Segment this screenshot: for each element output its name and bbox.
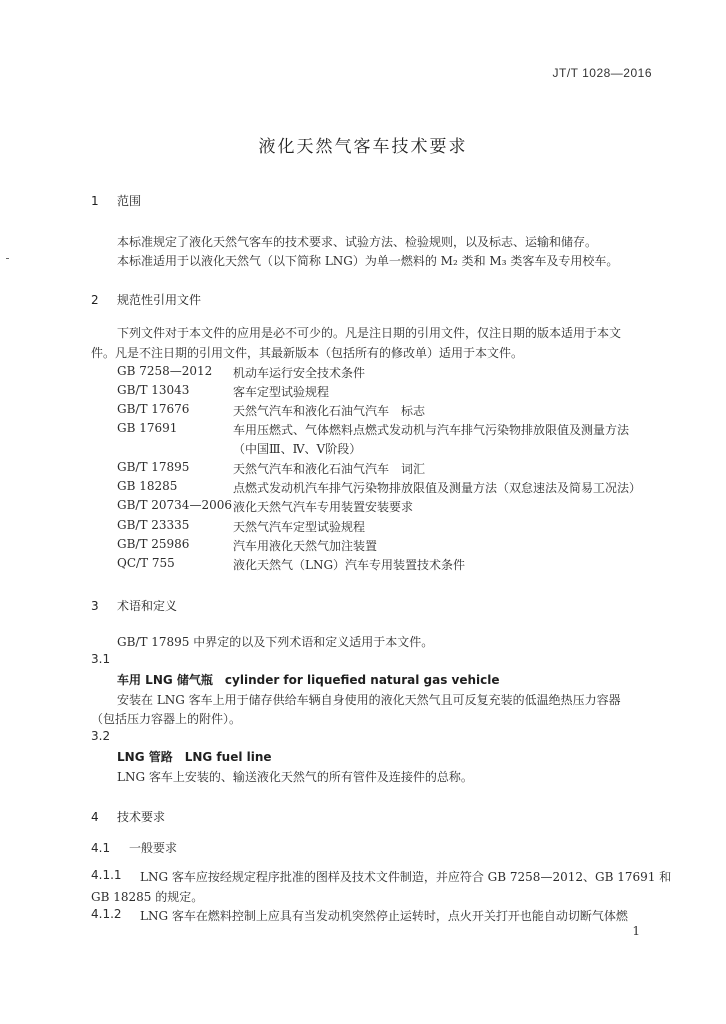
- reference-code: GB 17691: [117, 421, 178, 435]
- reference-code: QC/T 755: [117, 556, 175, 570]
- clause-text-line-2: GB 18285 的规定。: [91, 890, 204, 904]
- normative-intro-line-2: 件。凡是不注日期的引用文件，其最新版本（包括所有的修改单）适用于本文件。: [91, 346, 524, 360]
- clause-text-line-1: LNG 客车在燃料控制上应具有当发动机突然停止运转时，点火开关打开也能自动切断气体燃: [140, 909, 628, 923]
- reference-title-continued: （中国Ⅲ、Ⅳ、Ⅴ阶段）: [233, 442, 362, 456]
- scan-mark: [6, 258, 9, 259]
- section-heading-requirements: [91, 808, 165, 825]
- section-title: 术语和定义: [117, 599, 178, 613]
- reference-title: 点燃式发动机汽车排气污染物排放限值及测量方法（双怠速法及简易工况法）: [233, 481, 642, 495]
- section-heading-terms: [91, 597, 177, 614]
- reference-code: GB/T 25986: [117, 537, 190, 551]
- scope-paragraph-2: 本标准适用于以液化天然气（以下简称 LNG）为单一燃料的 M₂ 类和 M₃ 类客车及专用校车。: [117, 254, 619, 268]
- clause-number: 4.1.1: [91, 868, 122, 882]
- section-title: 范围: [117, 194, 142, 208]
- term-zh: 车用 LNG 储气瓶: [117, 673, 213, 687]
- page-number: 1: [632, 924, 640, 938]
- clause-number: 4.1.2: [91, 907, 122, 921]
- section-number: 3: [91, 599, 99, 613]
- reference-title: 天然气汽车和液化石油气汽车 词汇: [233, 462, 426, 476]
- term-zh: LNG 管路: [117, 750, 173, 764]
- term-en: cylinder for liquefied natural gas vehicle: [224, 673, 500, 687]
- section-number: 4: [91, 810, 99, 824]
- term-number: 3.2: [91, 729, 111, 743]
- section-number: 1: [91, 194, 99, 208]
- term-definition-line-1: 安装在 LNG 客车上用于储存供给车辆自身使用的液化天然气且可反复充装的低温绝热压力容器: [117, 693, 621, 707]
- term-definition: LNG 客车上安装的、输送液化天然气的所有管件及连接件的总称。: [117, 770, 473, 784]
- clause-text-line-1: LNG 客车应按经规定程序批准的图样及技术文件制造，并应符合 GB 7258—2012、GB 17691 和: [140, 870, 672, 884]
- reference-title: 天然气汽车定型试验规程: [233, 520, 366, 534]
- reference-title: 液化天然气汽车专用装置安装要求: [233, 500, 414, 514]
- section-number: 2: [91, 293, 99, 307]
- reference-title: 汽车用液化天然气加注装置: [233, 539, 378, 553]
- reference-code: GB/T 20734—2006: [117, 498, 232, 512]
- reference-title: 机动车运行安全技术条件: [233, 366, 366, 380]
- reference-code: GB/T 17895: [117, 460, 190, 474]
- reference-title: 客车定型试验规程: [233, 385, 330, 399]
- reference-code: GB/T 13043: [117, 383, 190, 397]
- clause-heading: [91, 839, 177, 856]
- term-heading: [117, 748, 272, 765]
- section-heading-scope: [91, 192, 141, 209]
- section-title: 规范性引用文件: [117, 293, 202, 307]
- reference-code: GB/T 17676: [117, 402, 190, 416]
- terms-intro: GB/T 17895 中界定的以及下列术语和定义适用于本文件。: [117, 635, 434, 649]
- reference-code: GB 18285: [117, 479, 178, 493]
- normative-intro-line-1: 下列文件对于本文件的应用是必不可少的。凡是注日期的引用文件，仅注日期的版本适用于本文: [117, 326, 622, 340]
- term-heading: [117, 671, 500, 688]
- reference-title: 液化天然气（LNG）汽车专用装置技术条件: [233, 558, 466, 572]
- term-number: 3.1: [91, 652, 111, 666]
- section-title: 技术要求: [117, 810, 166, 824]
- term-en: LNG fuel line: [184, 750, 272, 764]
- clause-number: 4.1: [91, 841, 111, 855]
- reference-code: GB/T 23335: [117, 518, 190, 532]
- term-definition-line-2: （包括压力容器上的附件）。: [91, 712, 242, 726]
- reference-code: GB 7258—2012: [117, 364, 213, 378]
- reference-title: 车用压燃式、气体燃料点燃式发动机与汽车排气污染物排放限值及测量方法: [233, 423, 630, 437]
- section-heading-normative: [91, 291, 201, 308]
- document-code: JT/T 1028—2016: [552, 66, 652, 80]
- page-title: 液化天然气客车技术要求: [258, 137, 468, 157]
- scope-paragraph-1: 本标准规定了液化天然气客车的技术要求、试验方法、检验规则，以及标志、运输和储存。: [117, 235, 598, 249]
- clause-title: 一般要求: [129, 841, 178, 855]
- reference-title: 天然气汽车和液化石油气汽车 标志: [233, 404, 426, 418]
